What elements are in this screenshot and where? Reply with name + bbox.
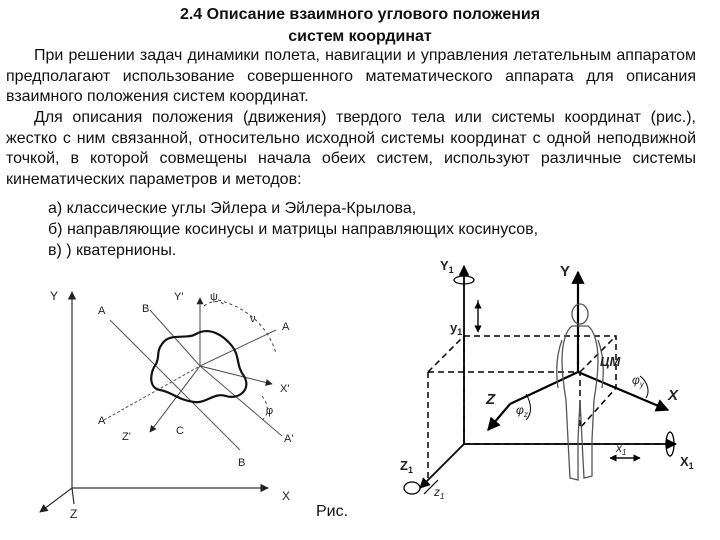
X-body-axis [578,372,668,410]
label-Z-prime: Z' [122,431,131,443]
section-title-line2: систем координат [288,28,432,45]
label-B-bottom: B [238,457,246,469]
list-item-b: б) направляющие косинусы и матрицы направляющих косинусов, [48,221,539,238]
label-Y: Y [50,289,59,303]
Z1-axis [420,444,464,488]
label-C: C [176,425,184,437]
paragraph-1: При решении задач динамики полета, навигации и управления летательным аппаратом предполагают использование совершенного математического аппарата для описания взаимного положения систем координат. [6,47,696,105]
label-Z: Z [70,507,78,521]
label-phi-z: $\varphi_z$ [516,403,528,419]
paragraph-2: Для описания положения (движения) твердого тела или системы координат (рис.), жестко с ним связанной, относительно исходной системы координат с одной неподвижной точкой, в которой совмещены начала обеих систем, используют различные системы кинематических параметров и методов: [6,109,696,188]
label-x1: $x_1$ [616,441,627,457]
label-X: X [282,489,291,503]
label-A-lower: A [98,415,106,427]
label-A-prime: A' [284,433,294,445]
label-Y: Y [560,263,571,280]
label-psi: ψ [210,291,218,303]
list-item-c: в) ) кватернионы. [48,242,177,259]
section-title-line1: 2.4 Описание взаимного углового положения [179,6,541,23]
label-Z: Z [486,391,496,408]
label-center-mass: ЦМ [600,354,621,369]
label-Y-prime: Y' [174,291,184,303]
label-phi-y: $\varphi_y$ [632,373,644,389]
label-y1: $y_1$ [450,320,463,337]
label-Z1: $Z_1$ [400,458,413,475]
label-phi: φ [266,405,274,417]
list-item-a: а) классические углы Эйлера и Эйлера-Крылова, [48,200,417,217]
label-X: X [668,387,679,404]
label-X1: $X_1$ [680,454,694,471]
label-nu: ν [250,313,256,325]
label-B: B [142,303,150,315]
label-A: A [98,305,106,317]
rotation-arrow-Z1 [404,482,420,494]
label-X-prime: X' [280,383,290,395]
figure-caption: Рис. [316,503,349,520]
label-A-right: A [282,321,290,333]
label-Y1: $Y_1$ [440,258,454,275]
label-z1: $z_1$ [434,485,445,501]
